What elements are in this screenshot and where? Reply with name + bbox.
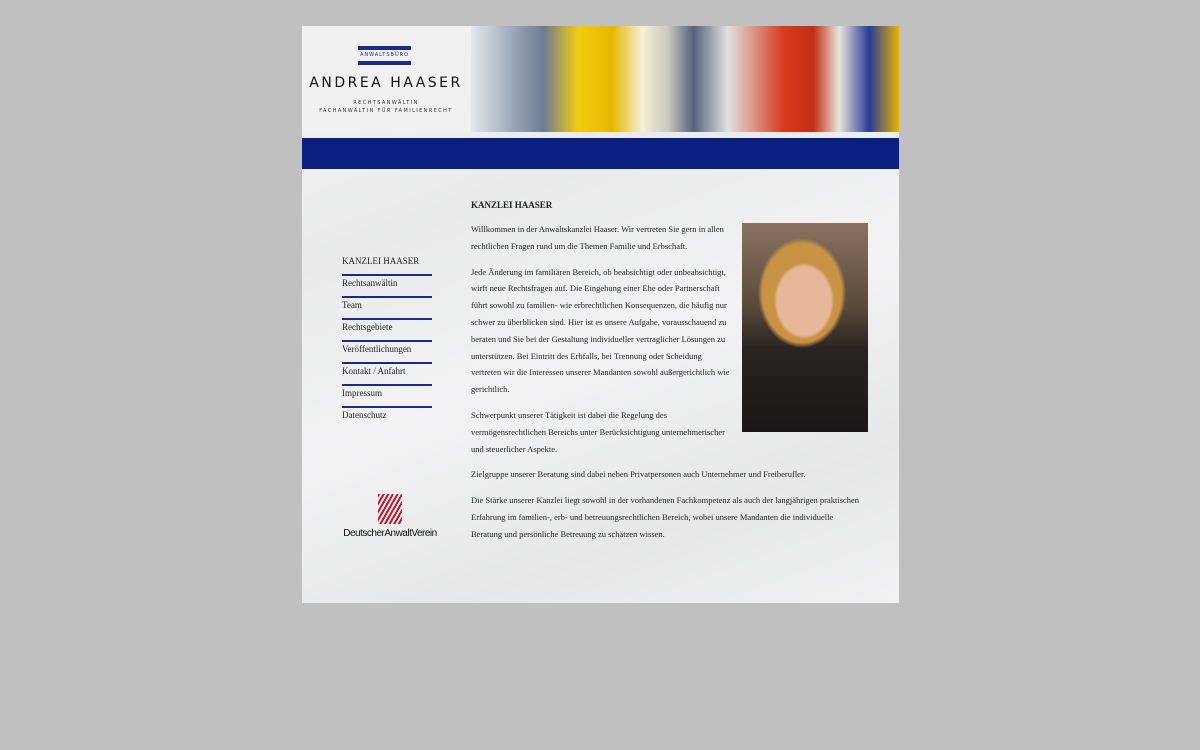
nav-veroeffentlichungen[interactable]: Veröffentlichungen <box>342 342 432 364</box>
logo-small-text: ANWALTSBÜRO <box>359 52 410 58</box>
paragraph: Schwerpunkt unserer Tätigkeit ist dabei die Regelung des vermögensrechtlichen Bereichs unter Berücksichtigung unternehmerischer und steuerlicher Aspekte. <box>471 409 725 454</box>
dav-logo-text: DeutscherAnwaltVerein <box>343 528 437 539</box>
dav-logo-icon <box>378 494 402 524</box>
nav-rechtsanwaeltin[interactable]: Rechtsanwältin <box>342 276 432 298</box>
paragraph: Die Stärke unserer Kanzlei liegt sowohl in der vorhandenen Fachkompetenz als auch der langjährigen praktischen Erfahrung im familien-, erb- und betreuungsrechtlichen Bereich, wobei unsere Mandanten die individuelle Beratung und persönliche Betreuung zu schätzen wissen. <box>471 495 860 539</box>
nav-team[interactable]: Team <box>342 298 432 320</box>
logo-subtitle: FACHANWÄLTIN FÜR FAMILIENRECHT <box>319 108 453 114</box>
logo-subtitle: RECHTSANWÄLTIN <box>353 100 419 106</box>
nav-impressum[interactable]: Impressum <box>342 386 432 408</box>
logo[interactable] <box>302 26 470 132</box>
dav-logo[interactable] <box>342 494 438 539</box>
logo-name: ANDREA HAASER <box>309 75 463 91</box>
nav-rechtsgebiete[interactable]: Rechtsgebiete <box>342 320 432 342</box>
header-blue-bar <box>302 138 899 169</box>
nav-kanzlei[interactable]: KANZLEI HAASER <box>342 254 432 276</box>
paragraph: Zielgruppe unserer Beratung sind dabei neben Privatpersonen auch Unternehmer und Freiberufler. <box>471 469 806 480</box>
logo-bar <box>358 46 411 50</box>
logo-bar <box>358 61 411 65</box>
header-painting <box>471 26 899 132</box>
page <box>302 26 899 603</box>
paragraph: Willkommen in der Anwaltskanzlei Haaser. Wir vertreten Sie gern in allen rechtlichen Fragen rund um die Themen Familie und Erbschaft. <box>471 224 724 251</box>
main-nav <box>342 254 432 430</box>
nav-kontakt[interactable]: Kontakt / Anfahrt <box>342 364 432 386</box>
nav-datenschutz[interactable]: Datenschutz <box>342 410 387 420</box>
page-title: KANZLEI HAASER <box>471 200 553 210</box>
paragraph: Jede Änderung im familiären Bereich, ob beabsichtigt oder unbeabsichtigt, wirft neue Rechtsfragen auf. Die Eingehung einer Ehe oder Partnerschaft führt sowohl zu familien- wie erbrechtlichen Konsequenzen, die häufig nur schwer zu überblicken sind. Hier ist es unsere Aufgabe, vorausschauend zu beraten und Sie bei der Gestaltung individueller vertraglicher Lösungen zu unterstützen. Bei Eintritt des Erbfalls, bei Trennung oder Scheidung vertreten wir die Interessen unserer Mandanten sowohl außergerichtlich wie gerichtlich. <box>471 266 730 395</box>
portrait-photo <box>742 223 868 432</box>
